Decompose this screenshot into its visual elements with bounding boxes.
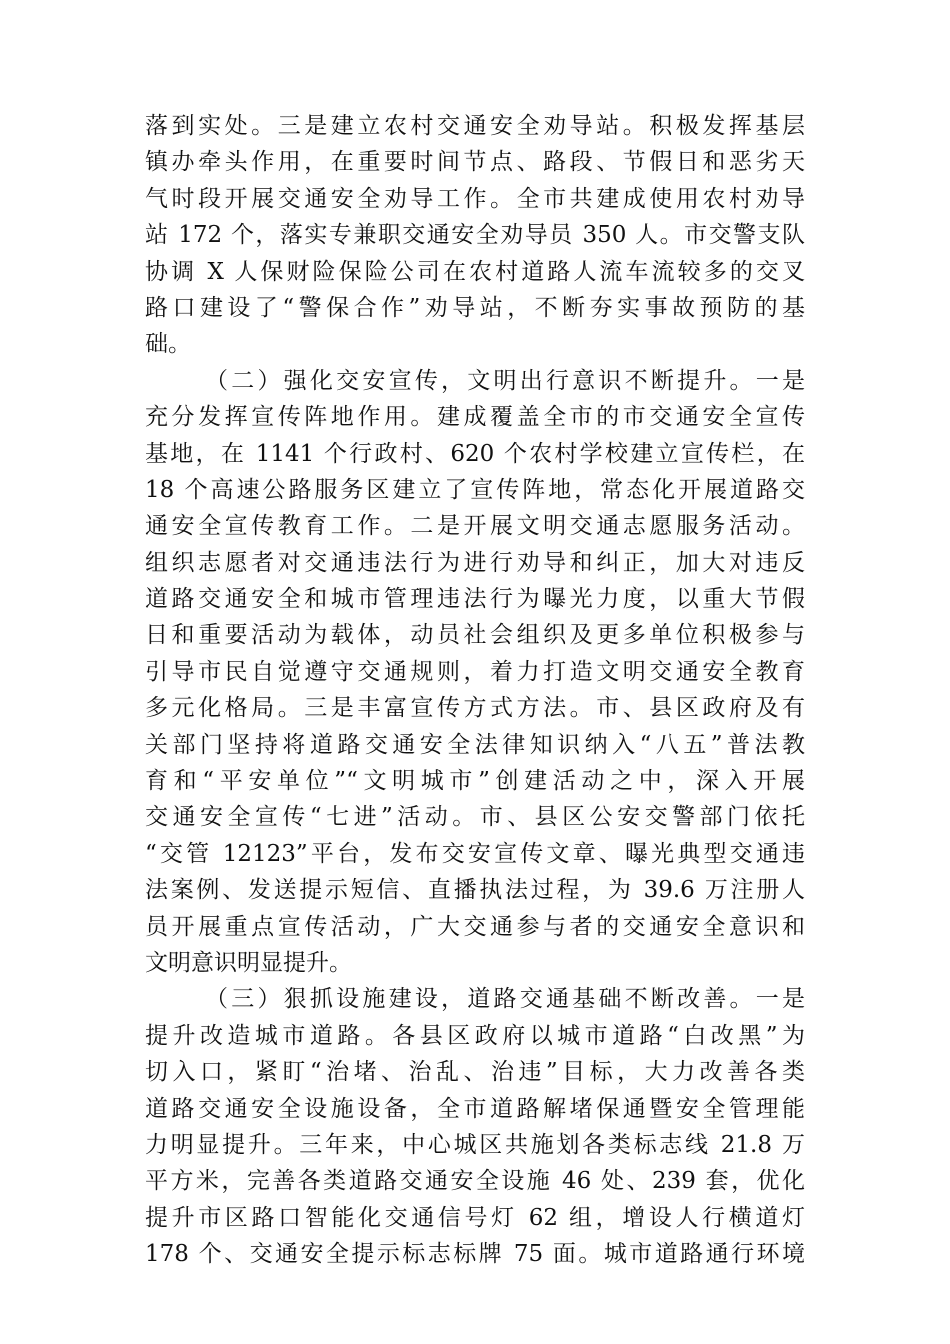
text-line: 道路交通安全和城市管理违法行为曝光力度，以重大节假 <box>145 586 805 613</box>
text-line: 路口建设了“警保合作”劝导站，不断夯实事故预防的基 <box>145 294 805 321</box>
text-line: 育和“平安单位”“文明城市”创建活动之中，深入开展 <box>145 768 805 795</box>
text-line: 多元化格局。三是丰富宣传方式方法。市、县区政府及有 <box>145 695 805 722</box>
text-line: 提升改造城市道路。各县区政府以城市道路“白改黑”为 <box>145 1022 805 1049</box>
text-line: 交通安全宣传“七进”活动。市、县区公安交警部门依托 <box>145 804 805 831</box>
text-line: 基地，在 1141 个行政村、620 个农村学校建立宣传栏，在 <box>145 440 805 467</box>
text-line: “交管 12123”平台，发布交安宣传文章、曝光典型交通违 <box>145 840 805 867</box>
text-line: 通安全宣传教育工作。二是开展文明交通志愿服务活动。 <box>145 513 805 540</box>
text-line: 协调 X 人保财险保险公司在农村道路人流车流较多的交叉 <box>145 258 805 285</box>
document-body <box>145 108 805 1273</box>
text-line: 员开展重点宣传活动，广大交通参与者的交通安全意识和 <box>145 913 805 940</box>
section-heading-line: （三）狠抓设施建设，道路交通基础不断改善。一是 <box>205 986 805 1013</box>
text-line: 切入口，紧盯“治堵、治乱、治违”目标，大力改善各类 <box>145 1059 805 1086</box>
text-line: 道路交通安全设施设备，全市道路解堵保通暨安全管理能 <box>145 1095 805 1122</box>
text-line: 础。 <box>145 331 191 358</box>
text-line: 站 172 个，落实专兼职交通安全劝导员 350 人。市交警支队 <box>145 222 805 249</box>
text-line: 提升市区路口智能化交通信号灯 62 组，增设人行横道灯 <box>145 1204 805 1231</box>
text-line: 178 个、交通安全提示标志标牌 75 面。城市道路通行环境 <box>145 1241 805 1268</box>
section-heading-line: （二）强化交安宣传，文明出行意识不断提升。一是 <box>205 367 805 394</box>
text-line: 18 个高速公路服务区建立了宣传阵地，常态化开展道路交 <box>145 476 805 503</box>
text-line: 平方米，完善各类道路交通安全设施 46 处、239 套，优化 <box>145 1168 805 1195</box>
text-line: 日和重要活动为载体，动员社会组织及更多单位积极参与 <box>145 622 805 649</box>
text-line: 引导市民自觉遵守交通规则，着力打造文明交通安全教育 <box>145 658 805 685</box>
text-line: 组织志愿者对交通违法行为进行劝导和纠正，加大对违反 <box>145 549 805 576</box>
text-line: 力明显提升。三年来，中心城区共施划各类标志线 21.8 万 <box>145 1131 805 1158</box>
text-line: 气时段开展交通安全劝导工作。全市共建成使用农村劝导 <box>145 185 805 212</box>
text-line: 镇办牵头作用，在重要时间节点、路段、节假日和恶劣天 <box>145 149 805 176</box>
text-line: 文明意识明显提升。 <box>145 949 352 976</box>
text-line: 落到实处。三是建立农村交通安全劝导站。积极发挥基层 <box>145 113 805 139</box>
text-line: 充分发挥宣传阵地作用。建成覆盖全市的市交通安全宣传 <box>145 404 805 431</box>
text-line: 关部门坚持将道路交通安全法律知识纳入“八五”普法教 <box>145 731 805 758</box>
text-line: 法案例、发送提示短信、直播执法过程，为 39.6 万注册人 <box>145 877 805 904</box>
